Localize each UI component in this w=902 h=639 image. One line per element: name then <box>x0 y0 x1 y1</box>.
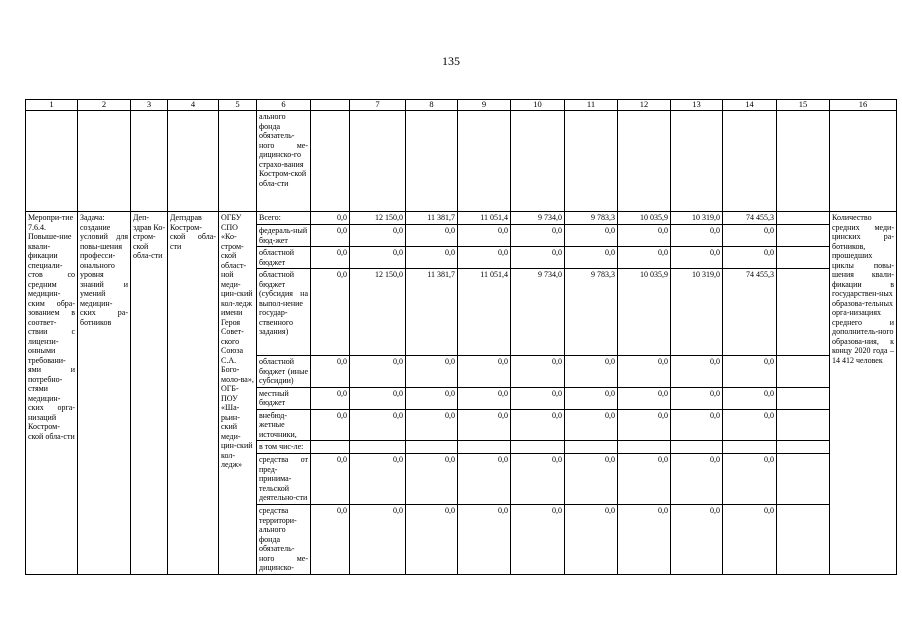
value-cell: 0,0 <box>311 387 350 409</box>
value-cell: 0,0 <box>618 356 671 388</box>
value-cell: 0,0 <box>565 225 618 247</box>
column-header: 14 <box>723 100 777 111</box>
funding-source: областной бюджет <box>257 247 311 269</box>
column-header: 2 <box>78 100 131 111</box>
value-cell: 0,0 <box>723 454 777 505</box>
column-header: 7 <box>350 100 406 111</box>
value-cell: 0,0 <box>511 387 565 409</box>
value-cell <box>311 441 350 454</box>
value-cell: 0,0 <box>723 247 777 269</box>
value-cell <box>618 441 671 454</box>
value-cell: 0,0 <box>350 225 406 247</box>
funding-source: Всего: <box>257 212 311 225</box>
value-cell: 0,0 <box>458 505 511 575</box>
value-cell: 0,0 <box>511 409 565 441</box>
value-cell: 0,0 <box>671 454 723 505</box>
value-cell: 0,0 <box>406 225 458 247</box>
value-cell: 0,0 <box>406 356 458 388</box>
value-cell: 0,0 <box>511 225 565 247</box>
value-cell: 0,0 <box>311 225 350 247</box>
measure-name: Меропри-тие 7.6.4. Повыше-ние квали-фикации специали-стов со средним медицин-ским обра-зованием в соответ-ствии с лицензи-онными требовани-ями и потребно-стями медицин-ских орга-низаций Костром-ской обла-сти <box>26 212 78 575</box>
funding-source: местный бюджет <box>257 387 311 409</box>
value-cell: 11 051,4 <box>458 212 511 225</box>
value-cell: 0,0 <box>723 356 777 388</box>
value-cell: 11 381,7 <box>406 212 458 225</box>
value-cell: 0,0 <box>311 356 350 388</box>
value-cell: 0,0 <box>565 356 618 388</box>
measure-task: Задача: создание условий для повы-шения професси-онального уровня знаний и умений медицин-ских ра-ботников <box>78 212 131 575</box>
value-cell: 9 783,3 <box>565 269 618 356</box>
value-cell: 0,0 <box>618 454 671 505</box>
value-cell: 0,0 <box>723 505 777 575</box>
value-cell: 0,0 <box>458 454 511 505</box>
value-cell: 0,0 <box>350 409 406 441</box>
value-cell: 0,0 <box>565 387 618 409</box>
column-header <box>311 100 350 111</box>
value-cell: 0,0 <box>311 212 350 225</box>
value-cell <box>565 441 618 454</box>
funding-source: федераль-ный бюд-жет <box>257 225 311 247</box>
value-cell: 0,0 <box>406 409 458 441</box>
funding-source: средства территори-ального фонда обязатель-ного ме-дицинско- <box>257 505 311 575</box>
value-cell: 0,0 <box>311 409 350 441</box>
measure-executor: Депздрав Костром-ской обла-сти <box>168 212 219 575</box>
column-header: 11 <box>565 100 618 111</box>
value-cell: 0,0 <box>311 269 350 356</box>
value-cell: 0,0 <box>671 356 723 388</box>
funding-source-continued: ального фонда обязатель-ного ме-дицинско-го страхо-вания Костром-ской обла-сти <box>257 111 311 212</box>
value-cell: 0,0 <box>458 247 511 269</box>
column-header: 12 <box>618 100 671 111</box>
value-cell: 0,0 <box>350 247 406 269</box>
value-cell: 0,0 <box>311 247 350 269</box>
funding-source: областной бюджет (иные субсидии) <box>257 356 311 388</box>
value-cell: 0,0 <box>565 505 618 575</box>
value-cell <box>671 441 723 454</box>
value-cell: 0,0 <box>618 247 671 269</box>
value-cell: 74 455,3 <box>723 212 777 225</box>
value-cell: 0,0 <box>458 225 511 247</box>
measure-result: Количество средних меди-цинских ра-ботников, прошедших циклы повы-шения квали-фикации в государствен-ных образова-тельных орга-низациях среднего и дополнитель-ного образова-ния, к концу 2020 года – 14 412 человек <box>830 212 897 575</box>
continuation-row <box>26 111 897 212</box>
value-cell: 10 035,9 <box>618 212 671 225</box>
value-cell: 0,0 <box>350 356 406 388</box>
value-cell: 0,0 <box>406 505 458 575</box>
column-header: 4 <box>168 100 219 111</box>
funding-source: средства от пред-принима-тельской деятельно-сти <box>257 454 311 505</box>
value-cell: 0,0 <box>618 505 671 575</box>
value-cell: 10 319,0 <box>671 269 723 356</box>
value-cell: 0,0 <box>671 387 723 409</box>
value-cell: 0,0 <box>671 505 723 575</box>
value-cell: 0,0 <box>511 356 565 388</box>
funding-source: внебюд-жетные источники, <box>257 409 311 441</box>
value-cell: 0,0 <box>565 409 618 441</box>
value-cell: 0,0 <box>723 225 777 247</box>
value-cell: 0,0 <box>350 505 406 575</box>
value-cell: 74 455,3 <box>723 269 777 356</box>
value-cell: 0,0 <box>618 387 671 409</box>
value-cell: 0,0 <box>311 454 350 505</box>
value-cell: 0,0 <box>458 356 511 388</box>
value-cell: 0,0 <box>671 247 723 269</box>
column-header: 15 <box>777 100 830 111</box>
funding-source: областной бюджет (субсидия на выпол-нение государ-ственного задания) <box>257 269 311 356</box>
value-cell: 0,0 <box>511 247 565 269</box>
value-cell: 11 051,4 <box>458 269 511 356</box>
column-header: 16 <box>830 100 897 111</box>
value-cell: 0,0 <box>458 387 511 409</box>
value-cell: 0,0 <box>511 505 565 575</box>
value-cell: 0,0 <box>565 247 618 269</box>
value-cell: 0,0 <box>350 454 406 505</box>
value-cell: 0,0 <box>406 247 458 269</box>
column-header: 3 <box>131 100 168 111</box>
measure-customer: Деп-здрав Ко-стром-ской обла-сти <box>131 212 168 575</box>
value-cell: 0,0 <box>311 505 350 575</box>
program-budget-table <box>25 99 897 575</box>
value-cell: 0,0 <box>723 409 777 441</box>
value-cell: 11 381,7 <box>406 269 458 356</box>
column-header: 10 <box>511 100 565 111</box>
value-cell: 0,0 <box>618 409 671 441</box>
value-cell: 9 734,0 <box>511 212 565 225</box>
value-cell: 0,0 <box>671 409 723 441</box>
value-cell: 9 783,3 <box>565 212 618 225</box>
value-cell: 0,0 <box>458 409 511 441</box>
column-header: 1 <box>26 100 78 111</box>
value-cell: 0,0 <box>723 387 777 409</box>
value-cell: 0,0 <box>406 387 458 409</box>
value-cell <box>406 441 458 454</box>
value-cell: 9 734,0 <box>511 269 565 356</box>
value-cell <box>723 441 777 454</box>
value-cell: 0,0 <box>618 225 671 247</box>
column-header: 9 <box>458 100 511 111</box>
value-cell: 0,0 <box>406 454 458 505</box>
value-cell <box>511 441 565 454</box>
funding-source: в том чис-ле: <box>257 441 311 454</box>
column-header: 5 <box>219 100 257 111</box>
value-cell: 10 035,9 <box>618 269 671 356</box>
column-header: 6 <box>257 100 311 111</box>
value-cell <box>458 441 511 454</box>
value-cell <box>350 441 406 454</box>
table-row <box>26 212 897 225</box>
value-cell: 12 150,0 <box>350 269 406 356</box>
value-cell: 12 150,0 <box>350 212 406 225</box>
measure-participant: ОГБУ СПО «Ко-стром-ской област-ной меди-цин-ский кол-ледж имени Героя Совет-ского Союза С.А. Бого-моло-ва», ОГБ-ПОУ «Ша-рьин-ский меди-цин-ский кол-ледж» <box>219 212 257 575</box>
value-cell: 0,0 <box>511 454 565 505</box>
column-header: 8 <box>406 100 458 111</box>
value-cell: 10 319,0 <box>671 212 723 225</box>
value-cell: 0,0 <box>671 225 723 247</box>
header-row <box>26 100 897 111</box>
page-number: 135 <box>442 54 460 68</box>
value-cell: 0,0 <box>565 454 618 505</box>
column-header: 13 <box>671 100 723 111</box>
value-cell: 0,0 <box>350 387 406 409</box>
